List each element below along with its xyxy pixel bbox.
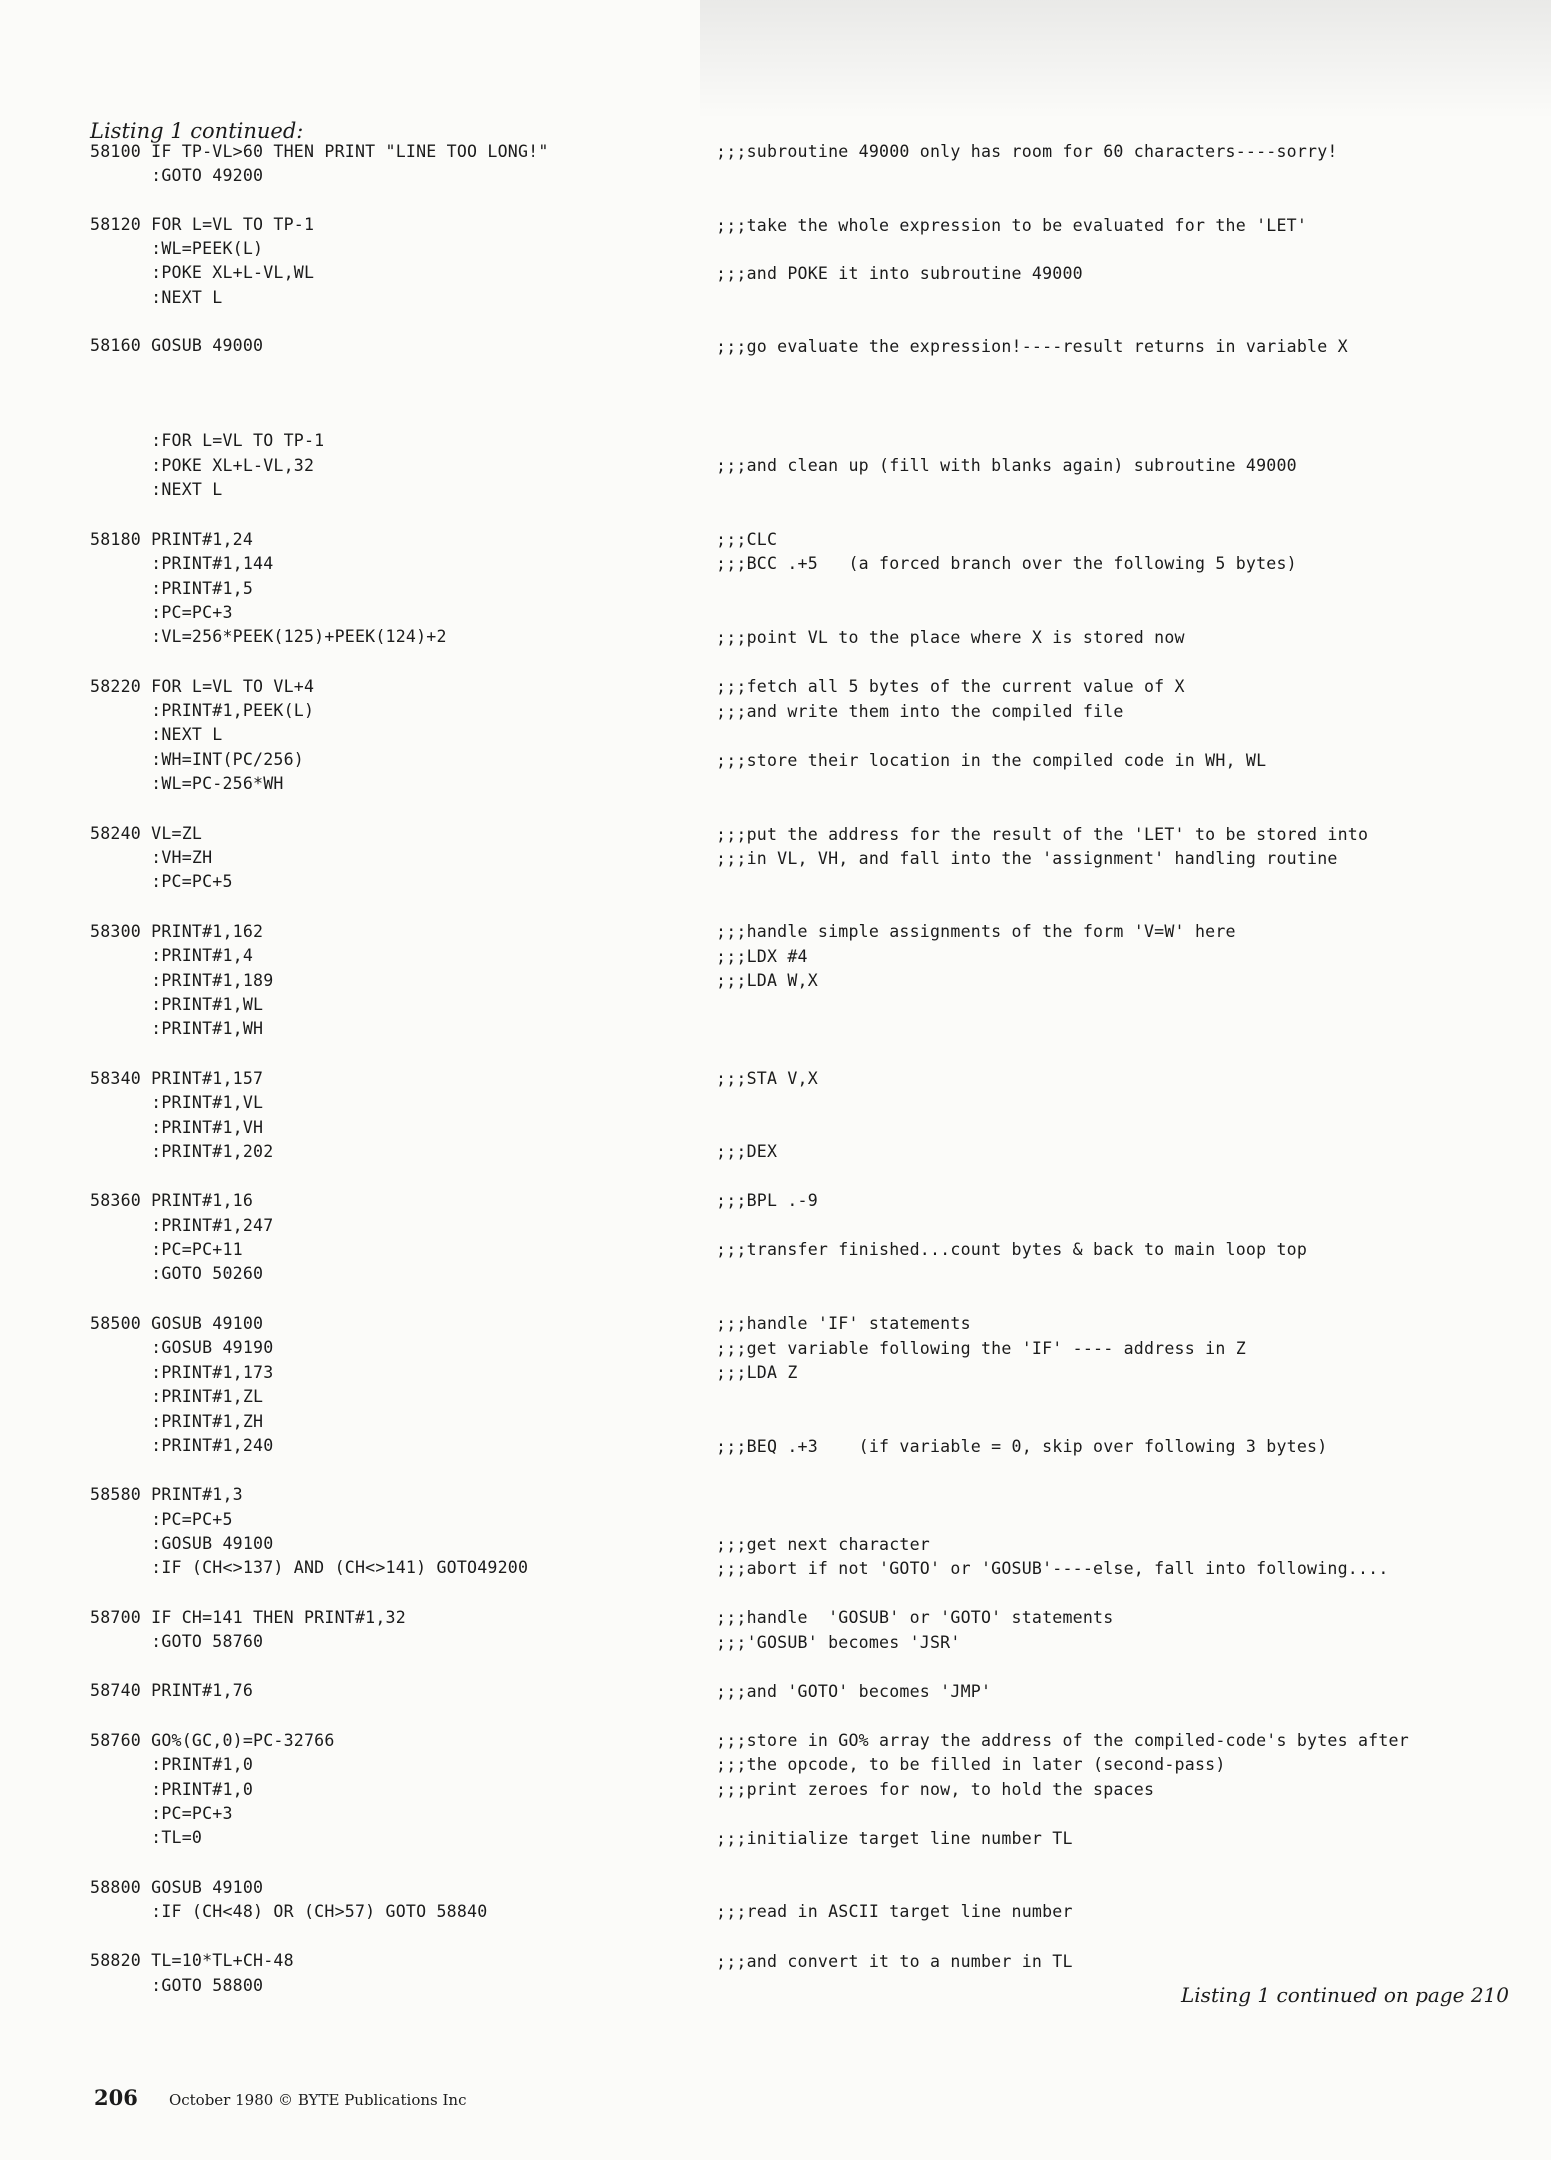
comment-line: ;;;in VL, VH, and fall into the 'assignment' handling routine xyxy=(716,849,1338,868)
continued-note: Listing 1 continued on page 210 xyxy=(1181,1983,1509,2007)
listing-title: Listing 1 continued: xyxy=(90,119,304,143)
comment-line: ;;;go evaluate the expression!----result returns in variable X xyxy=(716,337,1348,356)
comment-line: ;;;transfer finished...count bytes & back to main loop top xyxy=(716,1240,1308,1259)
code-line: :PRINT#1,ZL xyxy=(90,1387,264,1406)
code-line: :GOTO 58760 xyxy=(90,1632,264,1651)
code-line: 58820 TL=10*TL+CH-48 xyxy=(90,1951,294,1970)
comment-line: ;;;point VL to the place where X is stored now xyxy=(716,628,1185,647)
comment-line: ;;;get next character xyxy=(716,1535,930,1554)
comment-line: ;;;LDX #4 xyxy=(716,947,808,966)
comment-line: ;;;handle 'GOSUB' or 'GOTO' statements xyxy=(716,1608,1114,1627)
code-line: :GOTO 49200 xyxy=(90,166,264,185)
code-line: :GOSUB 49100 xyxy=(90,1534,274,1553)
code-line: :FOR L=VL TO TP-1 xyxy=(90,431,325,450)
comment-line: ;;;DEX xyxy=(716,1142,778,1161)
footer-credit: October 1980 © BYTE Publications Inc xyxy=(168,2091,467,2109)
comment-line: ;;;store in GO% array the address of the compiled-code's bytes after xyxy=(716,1731,1409,1750)
code-line: :GOTO 58800 xyxy=(90,1976,264,1995)
code-line: :PRINT#1,5 xyxy=(90,579,254,598)
page-number: 206 xyxy=(94,2085,138,2110)
code-line: :GOTO 50260 xyxy=(90,1264,264,1283)
code-line: :TL=0 xyxy=(90,1828,203,1847)
comment-line: ;;;abort if not 'GOTO' or 'GOSUB'----else, fall into following.... xyxy=(716,1559,1389,1578)
code-line: :PRINT#1,WH xyxy=(90,1019,264,1038)
code-line: :PRINT#1,0 xyxy=(90,1755,254,1774)
code-line: :WH=INT(PC/256) xyxy=(90,750,304,769)
code-line: :PRINT#1,247 xyxy=(90,1216,274,1235)
code-line: :PRINT#1,4 xyxy=(90,946,254,965)
code-line: :PRINT#1,144 xyxy=(90,554,274,573)
code-line: :VH=ZH xyxy=(90,848,213,867)
code-line: 58180 PRINT#1,24 xyxy=(90,530,254,549)
comment-line: ;;;LDA Z xyxy=(716,1363,798,1382)
code-line: 58760 GO%(GC,0)=PC-32766 xyxy=(90,1731,335,1750)
code-line: 58360 PRINT#1,16 xyxy=(90,1191,254,1210)
code-line: 58500 GOSUB 49100 xyxy=(90,1314,264,1333)
code-line: :PRINT#1,0 xyxy=(90,1780,254,1799)
comment-line: ;;;and POKE it into subroutine 49000 xyxy=(716,264,1083,283)
code-line: :POKE XL+L-VL,WL xyxy=(90,263,315,282)
code-line: :PRINT#1,WL xyxy=(90,995,264,1014)
code-line: 58740 PRINT#1,76 xyxy=(90,1681,254,1700)
code-line: :PC=PC+5 xyxy=(90,872,233,891)
code-line: 58580 PRINT#1,3 xyxy=(90,1485,243,1504)
comment-line: ;;;CLC xyxy=(716,530,778,549)
code-line: 58240 VL=ZL xyxy=(90,824,203,843)
code-line: 58300 PRINT#1,162 xyxy=(90,922,264,941)
code-line: :WL=PC-256*WH xyxy=(90,774,284,793)
comment-line: ;;;get variable following the 'IF' ---- address in Z xyxy=(716,1339,1246,1358)
comment-line: ;;;fetch all 5 bytes of the current value of X xyxy=(716,677,1185,696)
code-line: :WL=PEEK(L) xyxy=(90,239,264,258)
code-line: :PRINT#1,202 xyxy=(90,1142,274,1161)
comment-line: ;;;put the address for the result of the 'LET' to be stored into xyxy=(716,825,1369,844)
code-line: :PC=PC+11 xyxy=(90,1240,243,1259)
comment-line: ;;;handle 'IF' statements xyxy=(716,1314,971,1333)
comment-line: ;;;BPL .-9 xyxy=(716,1191,818,1210)
comment-line: ;;;print zeroes for now, to hold the spaces xyxy=(716,1780,1155,1799)
code-line: :PRINT#1,240 xyxy=(90,1436,274,1455)
code-line: :PRINT#1,173 xyxy=(90,1363,274,1382)
comment-line: ;;;handle simple assignments of the form 'V=W' here xyxy=(716,922,1236,941)
comment-line: ;;;read in ASCII target line number xyxy=(716,1902,1073,1921)
comment-line: ;;;and clean up (fill with blanks again) subroutine 49000 xyxy=(716,456,1297,475)
code-line: :PC=PC+5 xyxy=(90,1510,233,1529)
comment-line: ;;;and convert it to a number in TL xyxy=(716,1952,1073,1971)
code-line: :IF (CH<48) OR (CH>57) GOTO 58840 xyxy=(90,1902,488,1921)
code-line: 58340 PRINT#1,157 xyxy=(90,1069,264,1088)
comment-line: ;;;'GOSUB' becomes 'JSR' xyxy=(716,1633,961,1652)
code-line: :PRINT#1,VH xyxy=(90,1118,264,1137)
code-line: :IF (CH<>137) AND (CH<>141) GOTO49200 xyxy=(90,1558,529,1577)
code-line: :PC=PC+3 xyxy=(90,603,233,622)
scan-shadow xyxy=(700,0,1551,120)
code-line: 58700 IF CH=141 THEN PRINT#1,32 xyxy=(90,1608,406,1627)
code-line: :POKE XL+L-VL,32 xyxy=(90,456,315,475)
comment-line: ;;;take the whole expression to be evaluated for the 'LET' xyxy=(716,216,1308,235)
page-footer xyxy=(94,2085,466,2110)
code-line: :PRINT#1,189 xyxy=(90,971,274,990)
code-line: :PC=PC+3 xyxy=(90,1804,233,1823)
comment-line: ;;;the opcode, to be filled in later (second-pass) xyxy=(716,1755,1226,1774)
code-line: 58100 IF TP-VL>60 THEN PRINT "LINE TOO LONG!" xyxy=(90,142,549,161)
code-line: 58800 GOSUB 49100 xyxy=(90,1878,264,1897)
comment-line: ;;;and write them into the compiled file xyxy=(716,702,1124,721)
code-line: 58220 FOR L=VL TO VL+4 xyxy=(90,677,315,696)
comment-line: ;;;BCC .+5 (a forced branch over the following 5 bytes) xyxy=(716,554,1297,573)
code-line: :NEXT L xyxy=(90,480,223,499)
code-line: :PRINT#1,PEEK(L) xyxy=(90,701,315,720)
code-line: :PRINT#1,VL xyxy=(90,1093,264,1112)
comment-line: ;;;LDA W,X xyxy=(716,971,818,990)
comment-line: ;;;STA V,X xyxy=(716,1069,818,1088)
comment-line: ;;;initialize target line number TL xyxy=(716,1829,1073,1848)
comment-line: ;;;store their location in the compiled code in WH, WL xyxy=(716,751,1267,770)
code-line: :PRINT#1,ZH xyxy=(90,1412,264,1431)
code-line: :VL=256*PEEK(125)+PEEK(124)+2 xyxy=(90,627,447,646)
code-line: :NEXT L xyxy=(90,288,223,307)
code-line: :NEXT L xyxy=(90,725,223,744)
code-line: 58120 FOR L=VL TO TP-1 xyxy=(90,215,315,234)
comment-line: ;;;and 'GOTO' becomes 'JMP' xyxy=(716,1682,992,1701)
code-line: 58160 GOSUB 49000 xyxy=(90,336,264,355)
code-line: :GOSUB 49190 xyxy=(90,1338,274,1357)
comment-line: ;;;BEQ .+3 (if variable = 0, skip over following 3 bytes) xyxy=(716,1437,1328,1456)
comment-line: ;;;subroutine 49000 only has room for 60 characters----sorry! xyxy=(716,142,1338,161)
